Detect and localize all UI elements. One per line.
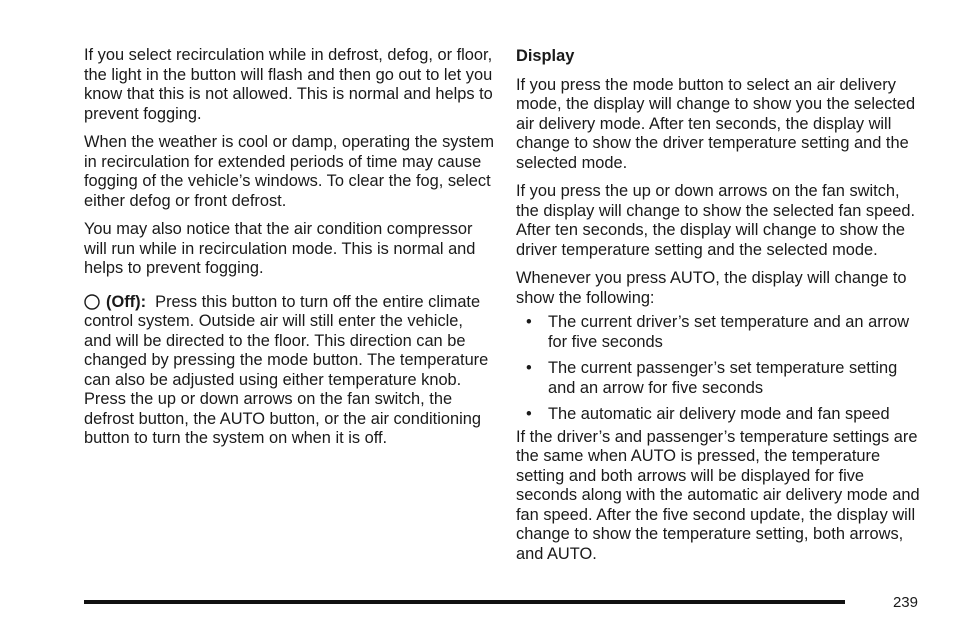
list-item: • The automatic air delivery mode and fan speed xyxy=(516,405,926,425)
mode-display-paragraph: If you press the mode button to select an air delivery mode, the display will change to show you the selected air delivery mode. After ten seconds, the display will change to show the driver temperature setting and the selected mode. xyxy=(516,75,916,172)
list-item: • The current driver’s set temperature and an arrow for five seconds xyxy=(516,313,926,352)
display-heading: Display xyxy=(516,47,575,65)
auto-display-list xyxy=(516,313,926,425)
off-description: Press this button to turn off the entire climate control system. Outside air will still enter the vehicle, and will be directed to the floor. This direction can be changed by pressing the mode button. The temperature can also be adjusted using either temperature knob. Press the up or down arrows on the fan switch, the defrost button, the AUTO button, or the air conditioning button to turn the system on when it is off. xyxy=(84,292,489,447)
right-column xyxy=(516,46,926,564)
auto-display-paragraph: Whenever you press AUTO, the display will change to show the following: xyxy=(516,269,907,307)
recirculation-paragraph: If you select recirculation while in defrost, defog, or floor, the light in the button will flash and then go out to let you know that this is not allowed. This is normal and helps to prevent fogging. xyxy=(84,46,493,123)
off-paragraph xyxy=(84,293,494,449)
same-settings-paragraph: If the driver’s and passenger’s temperature settings are the same when AUTO is pressed, the temperature setting and both arrows will be displayed for five seconds along with the automatic air delivery mode and fan speed. After the five second update, the display will change to show the temperature setting, both arrows, and AUTO. xyxy=(516,427,920,563)
fogging-paragraph: When the weather is cool or damp, operating the system in recirculation for extended periods of time may cause fogging of the vehicle’s windows. To clear the fog, select either defog or front defrost. xyxy=(84,133,494,210)
footer-rule xyxy=(84,600,845,604)
left-column xyxy=(84,46,494,449)
list-item: • The current passenger’s set temperature setting and an arrow for five seconds xyxy=(516,359,926,398)
off-label: (Off): xyxy=(106,292,147,311)
compressor-paragraph: You may also notice that the air condition compressor will run while in recirculation mode. This is normal and helps to prevent fogging. xyxy=(84,220,476,277)
power-off-circle-icon xyxy=(84,294,100,310)
fan-display-paragraph: If you press the up or down arrows on the fan switch, the display will change to show the selected fan speed. After ten seconds, the display will change to show the driver temperature setting and the selected mode. xyxy=(516,182,916,259)
page-number: 239 xyxy=(892,594,918,611)
